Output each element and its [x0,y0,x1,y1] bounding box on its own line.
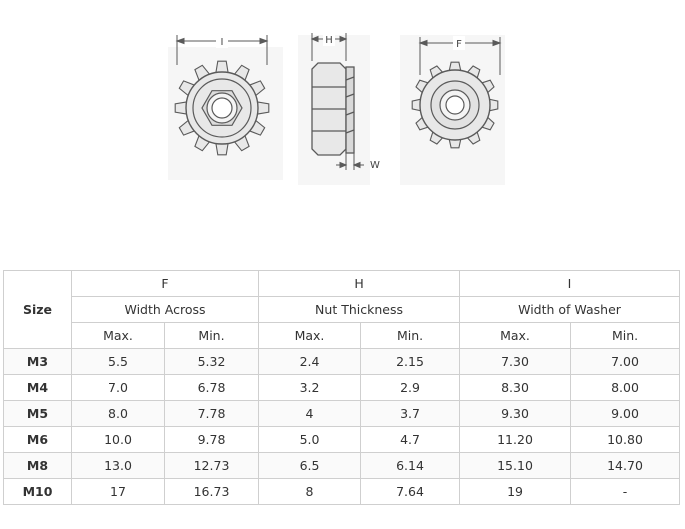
i-max-cell: 7.30 [460,349,571,375]
size-cell: M8 [4,453,72,479]
group-i-name: Width of Washer [460,297,680,323]
h-max-header: Max. [259,323,361,349]
i-max-cell: 8.30 [460,375,571,401]
f-max-header: Max. [72,323,165,349]
h-min-cell: 2.15 [361,349,460,375]
table-row [4,479,680,505]
f-max-cell: 5.5 [72,349,165,375]
group-f-symbol: F [72,271,259,297]
h-max-cell: 2.4 [259,349,361,375]
group-f-name: Width Across [72,297,259,323]
dimension-h-label: H [325,35,333,46]
h-max-cell: 8 [259,479,361,505]
h-min-cell: 2.9 [361,375,460,401]
i-max-cell: 9.30 [460,401,571,427]
table-row [4,427,680,453]
i-min-cell: 14.70 [571,453,680,479]
h-min-cell: 7.64 [361,479,460,505]
h-min-cell: 3.7 [361,401,460,427]
i-max-cell: 15.10 [460,453,571,479]
f-min-cell: 9.78 [165,427,259,453]
size-cell: M5 [4,401,72,427]
size-header: Size [4,271,72,349]
group-h-symbol: H [259,271,460,297]
size-cell: M3 [4,349,72,375]
h-min-cell: 4.7 [361,427,460,453]
table-row [4,453,680,479]
f-max-cell: 10.0 [72,427,165,453]
f-max-cell: 8.0 [72,401,165,427]
f-min-header: Min. [165,323,259,349]
table-row [4,375,680,401]
nut-technical-drawing [160,25,520,185]
h-min-header: Min. [361,323,460,349]
i-max-cell: 11.20 [460,427,571,453]
specification-table [3,270,680,505]
i-min-cell: 8.00 [571,375,680,401]
h-min-cell: 6.14 [361,453,460,479]
header-row-names [4,297,680,323]
dimension-f-label: F [456,39,462,50]
f-min-cell: 12.73 [165,453,259,479]
f-min-cell: 6.78 [165,375,259,401]
h-max-cell: 6.5 [259,453,361,479]
i-max-cell: 19 [460,479,571,505]
i-min-header: Min. [571,323,680,349]
f-max-cell: 17 [72,479,165,505]
dimension-i-label: I [220,37,224,48]
f-min-cell: 7.78 [165,401,259,427]
nut-side-view [312,63,354,155]
i-min-cell: 7.00 [571,349,680,375]
h-max-cell: 3.2 [259,375,361,401]
i-min-cell: 10.80 [571,427,680,453]
group-i-symbol: I [460,271,680,297]
header-row-symbols [4,271,680,297]
f-min-cell: 16.73 [165,479,259,505]
size-cell: M6 [4,427,72,453]
i-min-cell: 9.00 [571,401,680,427]
size-cell: M4 [4,375,72,401]
group-h-name: Nut Thickness [259,297,460,323]
f-min-cell: 5.32 [165,349,259,375]
header-row-minmax [4,323,680,349]
size-cell: M10 [4,479,72,505]
f-max-cell: 13.0 [72,453,165,479]
h-max-cell: 4 [259,401,361,427]
table-row [4,401,680,427]
table-row [4,349,680,375]
f-max-cell: 7.0 [72,375,165,401]
i-min-cell: - [571,479,680,505]
dimension-w-label: W [370,160,380,171]
h-max-cell: 5.0 [259,427,361,453]
i-max-header: Max. [460,323,571,349]
